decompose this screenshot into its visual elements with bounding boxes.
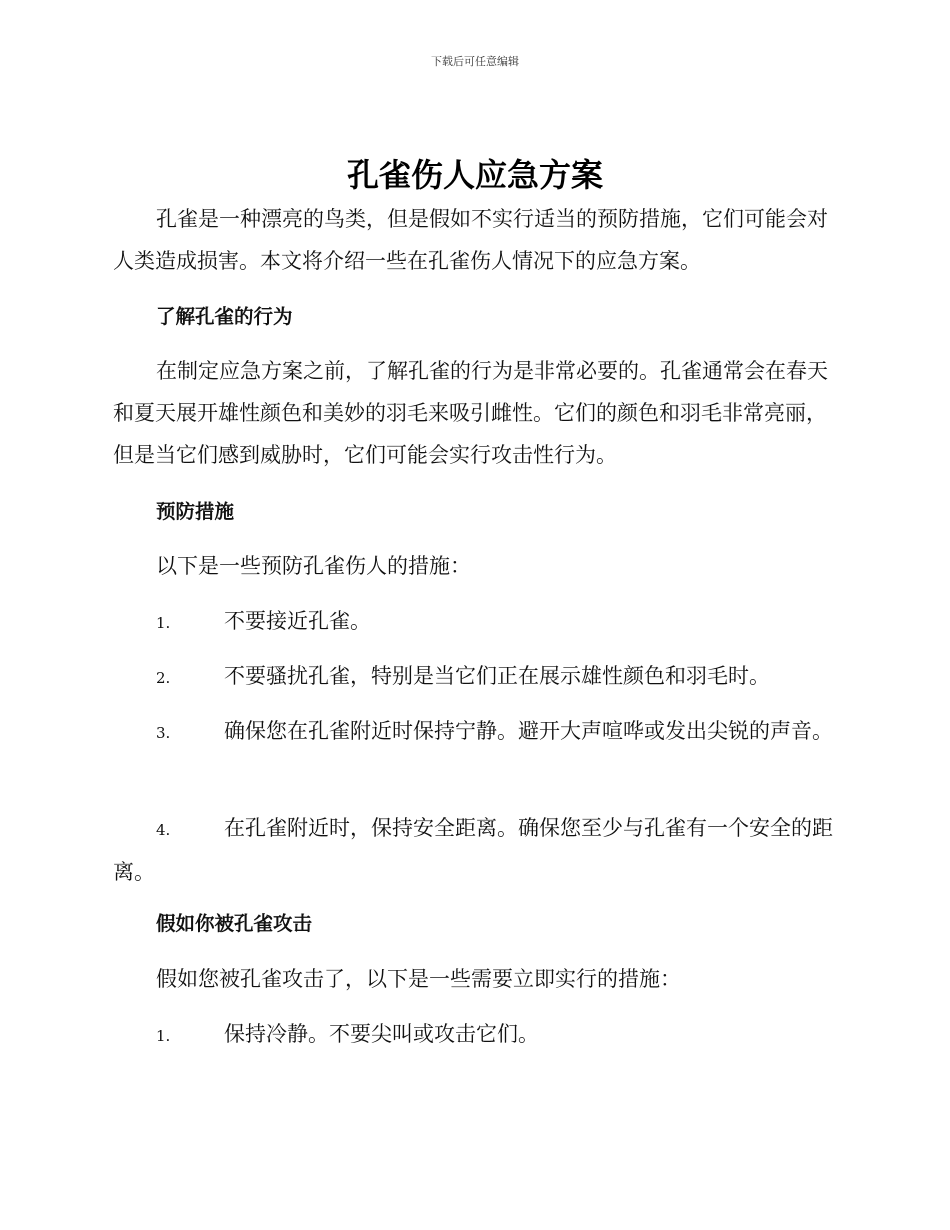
list-number: 2. [156,669,171,687]
intro-paragraph: 孔雀是一种漂亮的鸟类，但是假如不实行适当的预防措施，它们可能会对人类造成损害。本文将介绍一些在孔雀伤人情况下的应急方案。 [113,207,828,273]
section-prevention-body [113,545,833,587]
list-item [113,600,833,644]
section-attacked [113,909,833,939]
document-title: 孔雀伤人应急方案 [346,156,603,194]
list-item [113,807,833,893]
section-heading: 预防措施 [156,500,235,523]
section-heading: 假如你被孔雀攻击 [156,912,313,935]
list-number: 4. [156,821,171,839]
list-item [113,710,833,754]
section-attacked-body [113,958,833,1000]
list-text: 保持冷静。不要尖叫或攻击它们。 [224,1022,539,1046]
section-paragraph: 假如您被孔雀攻击了，以下是一些需要立即实行的措施： [156,967,681,991]
list-number: 1. [156,614,171,632]
page-header: 下载后可任意编辑 [431,55,519,68]
section-paragraph: 在制定应急方案之前，了解孔雀的行为是非常必要的。孔雀通常会在春天和夏天展开雄性颜色和美妙的羽毛来吸引雌性。它们的颜色和羽毛非常亮丽，但是当它们感到威胁时，它们可能会实行攻击性行为。 [113,359,828,467]
section-paragraph: 以下是一些预防孔雀伤人的措施： [156,554,471,578]
section-prevention [113,497,833,527]
intro-block [113,198,833,282]
list-number: 3. [156,724,171,742]
list-text: 在孔雀附近时，保持安全距离。确保您至少与孔雀有一个安全的距离。 [113,816,833,884]
list-text: 不要接近孔雀。 [224,609,371,633]
section-behavior [113,302,833,332]
list-number: 1. [156,1027,171,1045]
section-behavior-body [113,350,833,476]
list-item [113,655,833,699]
list-item [113,1013,833,1057]
list-text: 不要骚扰孔雀，特别是当它们正在展示雄性颜色和羽毛时。 [224,664,770,688]
section-heading: 了解孔雀的行为 [156,305,293,328]
list-text: 确保您在孔雀附近时保持宁静。避开大声喧哗或发出尖锐的声音。 [224,719,833,743]
